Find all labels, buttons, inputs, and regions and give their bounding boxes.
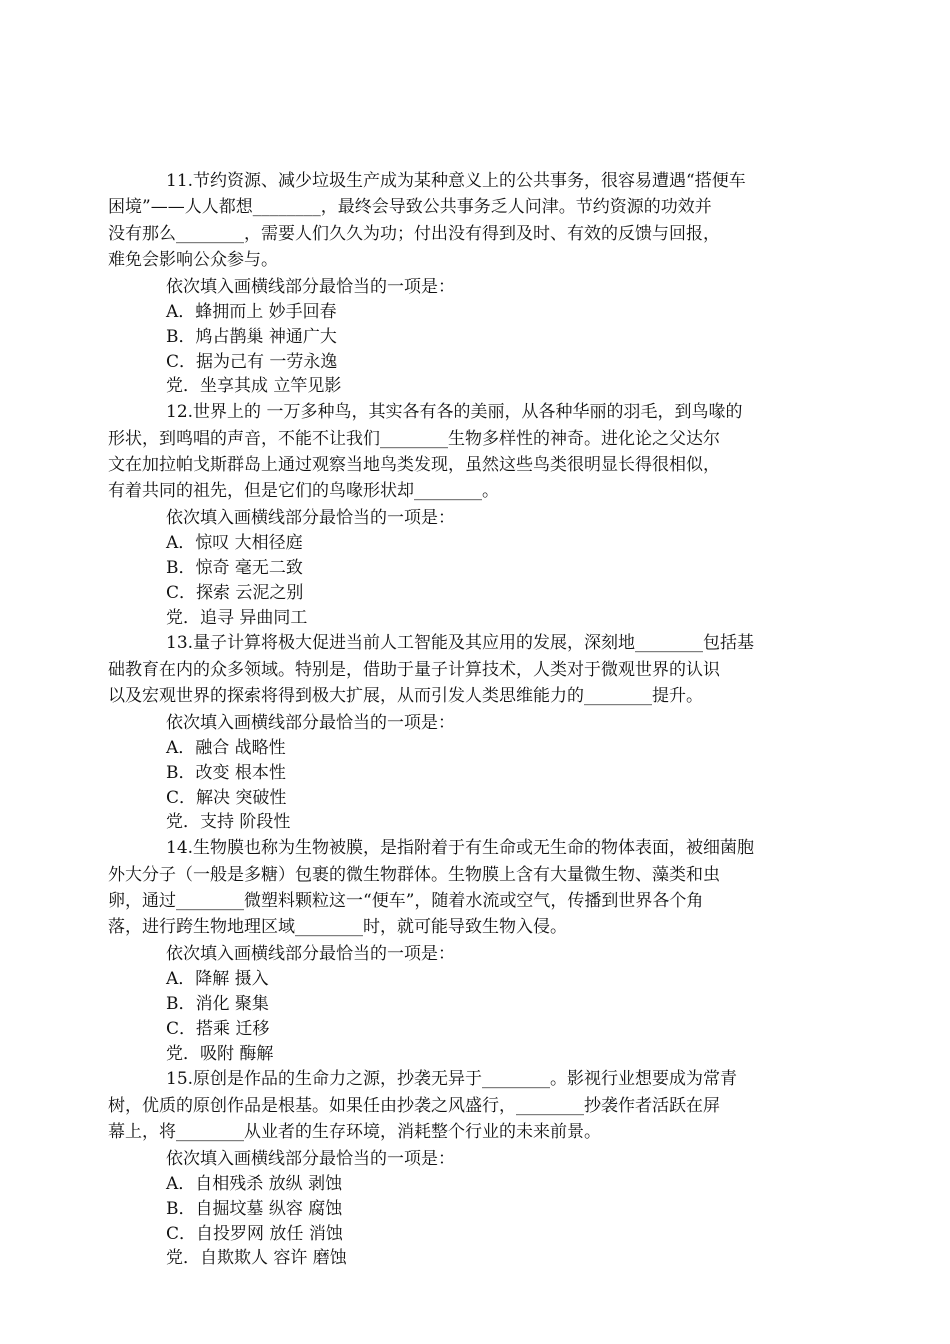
question-prompt: 依次填入画横线部分最恰当的一项是：: [166, 943, 455, 964]
question-block: [108, 1066, 838, 1271]
answer-option: B．消化 聚集: [166, 994, 269, 1015]
document-page: [108, 168, 838, 1271]
stem-line: 以及宏观世界的探索将得到极大扩展，从而引发人类思维能力的________提升。: [108, 686, 703, 707]
stem-line: 文在加拉帕戈斯群岛上通过观察当地鸟类发现，虽然这些鸟类很明显长得很相似，: [108, 455, 720, 476]
answer-option: A．降解 摄入: [166, 969, 269, 990]
question-stem: [108, 399, 838, 505]
stem-line: 14.生物膜也称为生物被膜，是指附着于有生命或无生命的物体表面，被细菌胞: [166, 838, 755, 859]
stem-line: 卵，通过________微塑料颗粒这一“便车”，随着水流或空气，传播到世界各个角: [108, 891, 704, 912]
answer-option: C．据为己有 一劳永逸: [166, 351, 338, 372]
answer-option: 党．吸附 酶解: [166, 1043, 274, 1064]
answer-option: 党．追寻 异曲同工: [166, 607, 308, 628]
stem-line: 12.世界上的 一万多种鸟，其实各有各的美丽，从各种华丽的羽毛，到鸟喙的: [166, 402, 743, 423]
question-stem: [108, 835, 838, 941]
answer-option: B．改变 根本性: [166, 762, 286, 783]
question-prompt: 依次填入画横线部分最恰当的一项是：: [166, 1148, 455, 1169]
question-prompt: 依次填入画横线部分最恰当的一项是：: [166, 276, 455, 297]
stem-line: 13.量子计算将极大促进当前人工智能及其应用的发展，深刻地________包括基: [166, 633, 755, 654]
question-stem: [108, 168, 838, 274]
answer-option: C．探索 云泥之别: [166, 582, 304, 603]
question-prompt: 依次填入画横线部分最恰当的一项是：: [166, 712, 455, 733]
answer-option: 党．坐享其成 立竿见影: [166, 376, 342, 397]
answer-option: C．解决 突破性: [166, 787, 287, 808]
question-stem: [108, 1066, 838, 1145]
stem-line: 有着共同的祖先，但是它们的鸟喙形状却________。: [108, 481, 499, 502]
question-block: [108, 168, 838, 399]
stem-line: 幕上，将________从业者的生存环境，消耗整个行业的未来前景。: [108, 1122, 601, 1143]
stem-line: 11.节约资源、减少垃圾生产成为某种意义上的公共事务，很容易遭遇“搭便车: [166, 171, 746, 191]
stem-line: 形状，到鸣唱的声音，不能不让我们________生物多样性的神奇。进化论之父达尔: [108, 428, 720, 449]
question-prompt: 依次填入画横线部分最恰当的一项是：: [166, 507, 455, 528]
stem-line: 困境”——人人都想________，最终会导致公共事务乏人问津。节约资源的功效并: [108, 197, 712, 218]
question-block: [108, 835, 838, 1066]
stem-line: 没有那么________，需要人们久久为功；付出没有得到及时、有效的反馈与回报，: [108, 223, 720, 244]
answer-option: B．惊奇 毫无二致: [166, 558, 303, 579]
answer-option: B．鸠占鹊巢 神通广大: [166, 326, 337, 347]
stem-line: 落，进行跨生物地理区域________时，就可能导致生物入侵。: [108, 917, 567, 938]
answer-option: C．自投罗网 放任 消蚀: [166, 1223, 343, 1244]
answer-option: A．蜂拥而上 妙手回春: [166, 302, 337, 323]
answer-option: 党．支持 阶段性: [166, 812, 291, 833]
question-stem: [108, 630, 838, 709]
stem-line: 外大分子（一般是多糖）包裹的微生物群体。生物膜上含有大量微生物、藻类和虫: [108, 864, 720, 885]
answer-option: A．自相残杀 放纵 剥蚀: [166, 1174, 343, 1195]
answer-option: B．自掘坟墓 纵容 腐蚀: [166, 1198, 343, 1219]
answer-option: C．搭乘 迁移: [166, 1018, 270, 1039]
stem-line: 难免会影响公众参与。: [108, 250, 278, 271]
stem-line: 树，优质的原创作品是根基。如果任由抄袭之风盛行，________抄袭作者活跃在屏: [108, 1095, 720, 1116]
answer-option: A．惊叹 大相径庭: [166, 533, 303, 554]
answer-option: 党．自欺欺人 容许 磨蚀: [166, 1248, 347, 1269]
question-block: [108, 399, 838, 630]
stem-line: 15.原创是作品的生命力之源，抄袭无异于________。影视行业想要成为常青: [166, 1069, 738, 1090]
stem-line: 础教育在内的众多领域。特别是，借助于量子计算技术，人类对于微观世界的认识: [108, 659, 720, 680]
answer-option: A．融合 战略性: [166, 738, 286, 759]
question-block: [108, 630, 838, 835]
